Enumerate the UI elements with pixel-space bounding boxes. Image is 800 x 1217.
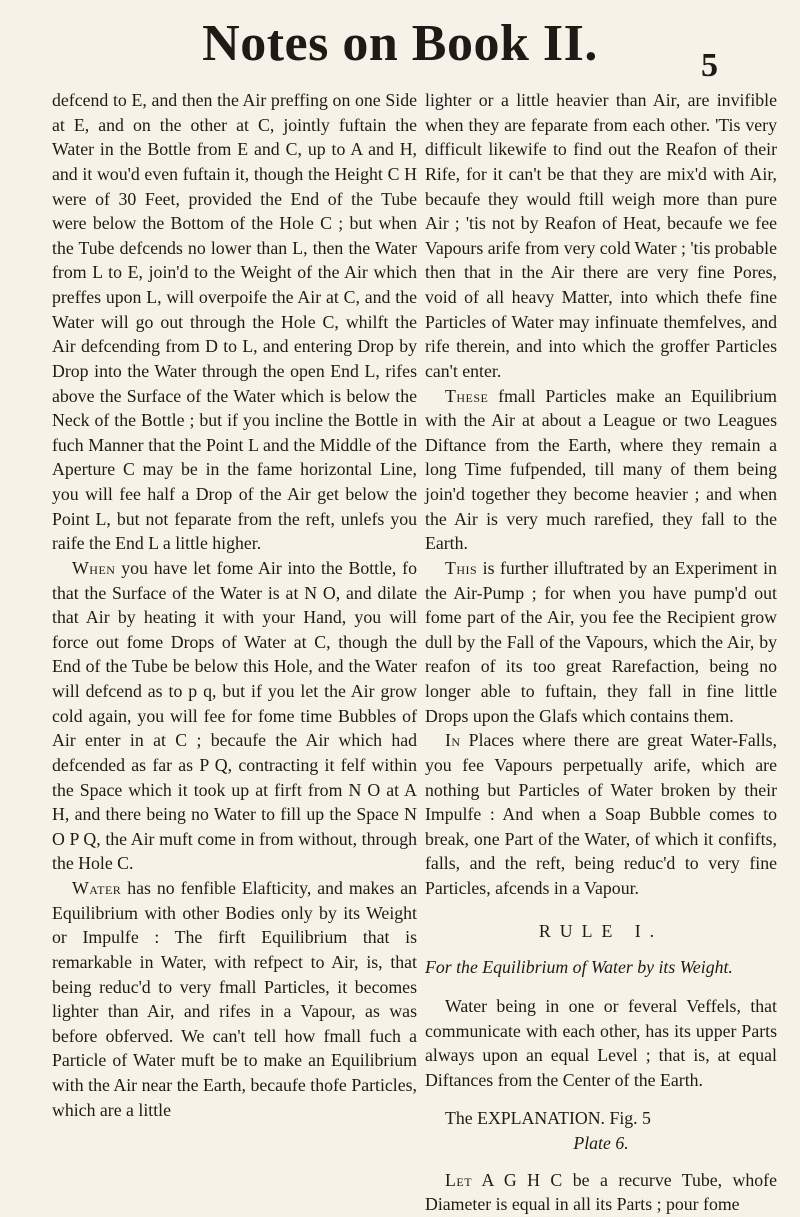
running-title: Notes on Book II. (202, 15, 598, 72)
page-header (0, 14, 800, 84)
page-number: 5 (701, 47, 718, 84)
right-column (425, 88, 777, 1217)
paragraph-lead: These (445, 385, 489, 406)
paragraph-lead: Let (445, 1169, 473, 1190)
left-column (52, 88, 417, 1122)
paragraph-body: is further illuftrated by an Experiment in the Air-Pump ; for when you have pump'd out fome part of the Air, you fee the Recipient grow dull by the Fall of the Vapours, which the Air, by reafon of its too great Rarefaction, being no longer able to fuftain, they fall in fine little Drops upon the Glafs which contains them. (425, 557, 777, 726)
paragraph-body: has no fenfible Elafticity, and makes an Equilibrium with other Bodies only by its Weight or Impulfe : The firft Equilibrium that is remarkable in Water, with refpect to Air, is, that being reduc'd to very fmall Particles, it becomes lighter than Air, and rifes in a Vapour, as was before obferved. We can't tell how fmall fuch a Particle of Water muft be to make an Equilibrium with the Air near the Earth, becaufe thofe Particles, which are a little (52, 878, 417, 1120)
paragraph: lighter or a little heavier than Air, are invifible when they are feparate from each other. 'Tis very difficult likewife to find out the Reafon of their Rife, for it can't be that they are mix'd with Air, becaufe they would ftill weigh more than pure Air ; 'tis not by Reafon of Heat, becaufe we fee Vapours arife from very cold Water ; 'tis probable then that in the Air there are very fine Pores, void of all heavy Matter, into which thefe fine Particles of Water may infinuate themfelves, and rife therein, and into which the groffer Particles can't enter. (425, 90, 778, 381)
paragraph-lead: In (445, 730, 461, 751)
paragraph (425, 728, 777, 900)
rule-subheading: For the Equilibrium of Water by its Weight. (425, 957, 733, 978)
plate-reference: Plate 6. (573, 1133, 629, 1153)
paragraph-body: you have let fome Air into the Bottle, fo that the Surface of the Water is at N O, and dilate that Air by heating it with your Hand, you will force out fome Drops of Water at C, though the End of the Tube be below this Hole, and the Water will defcend as to p q, but if you let the Air grow cold again, you will fee for fome time Bubbles of Air enter in at C ; becaufe the Air which had defcended as far as P Q, contracting it felf within the Space which it took up at firft from N O at A H, and there being no Water to fill up the Space N O P Q, the Air muft come in from without, through the Hole C. (52, 557, 417, 874)
paragraph-lead: When (72, 557, 116, 578)
paragraph (425, 384, 777, 556)
paragraph (52, 556, 417, 876)
explanation-heading: The EXPLANATION. Fig. 5 (445, 1108, 651, 1129)
paragraph-body: A G H C be a recurve Tube, whofe Diameter is equal in all its Parts ; pour fome (425, 1169, 777, 1215)
paragraph (425, 1168, 777, 1217)
paragraph-body: Places where there are great Water-Falls, you fee Vapours perpetually arife, which are nothing but Particles of Water broken by their Impulfe : And when a Soap Bubble comes to break, one Part of the Water, of which it confifts, falls, and the reft, being reduc'd to very fine Particles, afcends in a Vapour. (425, 730, 777, 898)
paragraph: defcend to E, and then the Air preffing on one Side at E, and on the other at C, jointly fuftain the Water in the Bottle from E and C, up to A and H, and it wou'd even fuftain it, though the Height C H were of 30 Feet, provided the End of the Tube were below the Bottom of the Hole C ; but when the Tube defcends no lower than L, then the Water from L to E, join'd to the Weight of the Air which preffes upon L, will overpoife the Air at C, and the Water will go out through the Hole C, whilft the Air defcending from D to L, and entering Drop by Drop into the Water through the open End L, rifes above the Surface of the Water which is below the Neck of the Bottle ; but if you incline the Bottle in fuch Manner that the Point L and the Middle of the Aperture C may be in the fame horizontal Line, you will fee half a Drop of the Air get below the Point L, but not feparate from the reft, unlefs you raife the End L a little higher. (52, 90, 417, 554)
rule-text: Water being in one or feveral Veffels, that communicate with each other, has its upper Parts always upon an equal Level ; that is, at equal Diftances from the Center of the Earth. (425, 995, 777, 1090)
paragraph-lead: Water (72, 878, 122, 898)
paragraph-body: fmall Particles make an Equilibrium with the Air at about a League or two Leagues Diftance from the Earth, where they remain a long Time fufpended, till many of them being join'd together they become heavier ; and when the Air is very much rarefied, they fall to the Earth. (425, 385, 777, 554)
rule-heading: RULE I. (538, 920, 664, 941)
paragraph (52, 876, 417, 1122)
paragraph (425, 556, 777, 728)
paragraph-lead: This (445, 557, 478, 578)
